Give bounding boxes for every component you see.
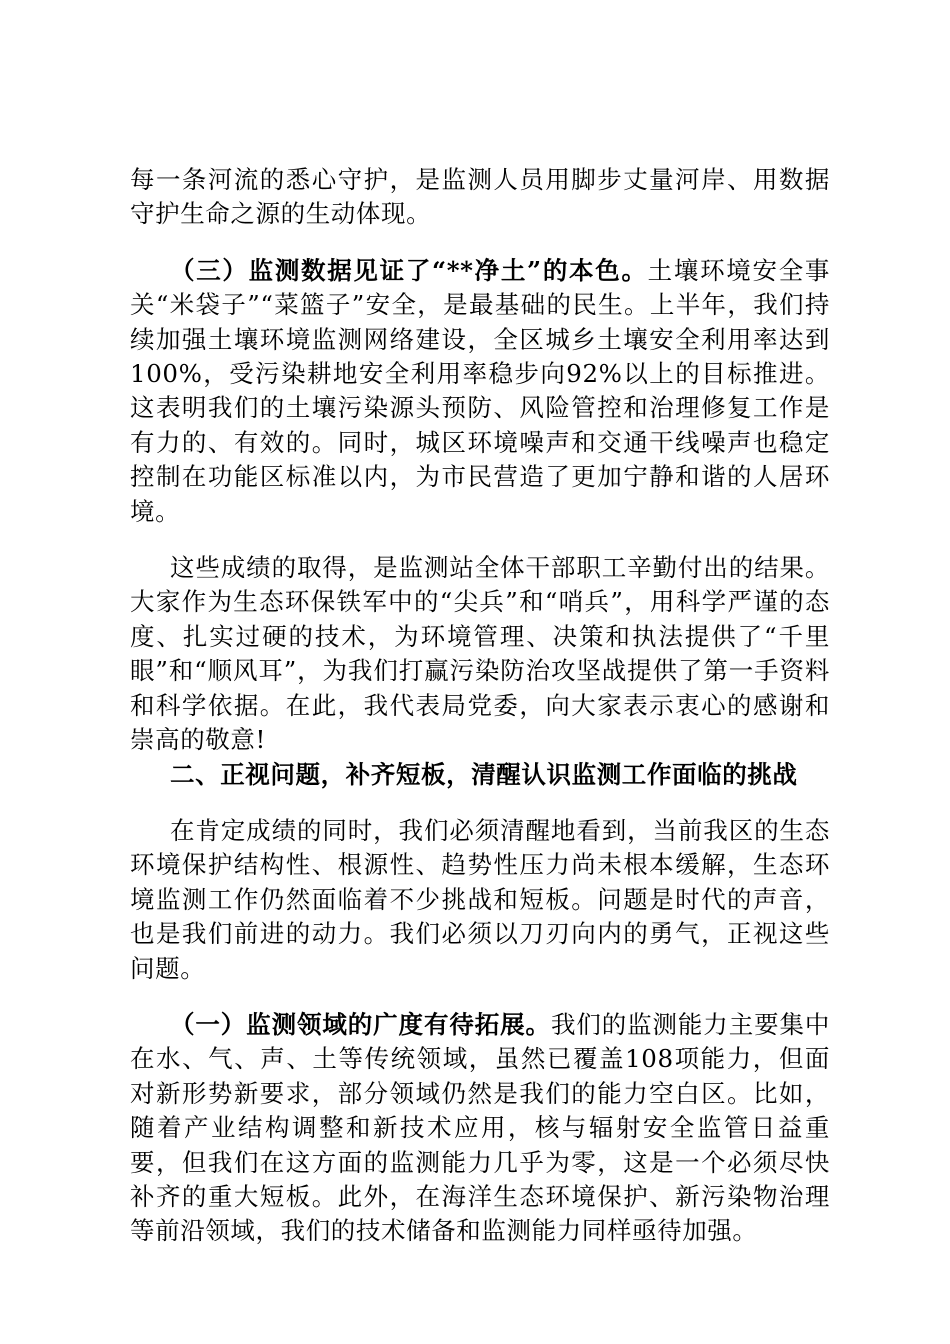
paragraph-lead-heading: （三）监测数据见证了“**净土”的本色。 [170,255,648,285]
paragraph-staff-thanks [130,551,830,757]
section-heading-text: 二、正视问题，补齐短板，清醒认识监测工作面临的挑战 [170,759,798,789]
paragraph-soil-monitoring [130,254,830,529]
paragraph-problems-intro [130,814,830,986]
paragraph-text: 我们的监测能力主要集中在水、气、声、土等传统领域，虽然已覆盖108项能力，但面对新形势新要求，部分领域仍然是我们的能力空白区。比如，随着产业结构调整和新技术应用，核与辐射安全监管日益重要，但我们在这方面的监测能力几乎为零，这是一个必须尽快补齐的重大短板。此外，在海洋生态环境保护、新污染物治理等前沿领域，我们的技术储备和监测能力同样亟待加强。 [130,1009,830,1246]
section-heading-challenges [130,758,830,792]
paragraph-text: 这些成绩的取得，是监测站全体干部职工辛勤付出的结果。大家作为生态环保铁军中的“尖兵”和“哨兵”，用科学严谨的态度、扎实过硬的技术，为环境管理、决策和执法提供了“千里眼”和“顺风耳”，为我们打赢污染防治攻坚战提供了第一手资料和科学依据。在此，我代表局党委，向大家表示衷心的感谢和崇高的敬意! [130,553,830,755]
paragraph-text: 每一条河流的悉心守护，是监测人员用脚步丈量河岸、用数据守护生命之源的生动体现。 [130,165,830,229]
paragraph-river-protection [130,163,830,232]
paragraph-lead-heading: （一）监测领域的广度有待拓展。 [170,1009,551,1039]
paragraph-text: 在肯定成绩的同时，我们必须清醒地看到，当前我区的生态环境保护结构性、根源性、趋势性压力尚未根本缓解，生态环境监测工作仍然面临着不少挑战和短板。问题是时代的声音，也是我们前进的动力。我们必须以刀刃向内的勇气，正视这些问题。 [130,815,830,983]
document-page [130,163,830,1249]
paragraph-monitoring-scope [130,1008,830,1249]
paragraph-text: 土壤环境安全事关“米袋子”“菜篮子”安全，是最基础的民生。上半年，我们持续加强土壤环境监测网络建设，全区城乡土壤安全利用率达到100%，受污染耕地安全利用率稳步向92%以上的目标推进。这表明我们的土壤污染源头预防、风险管控和治理修复工作是有力的、有效的。同时，城区环境噪声和交通干线噪声也稳定控制在功能区标准以内，为市民营造了更加宁静和谐的人居环境。 [130,255,830,526]
